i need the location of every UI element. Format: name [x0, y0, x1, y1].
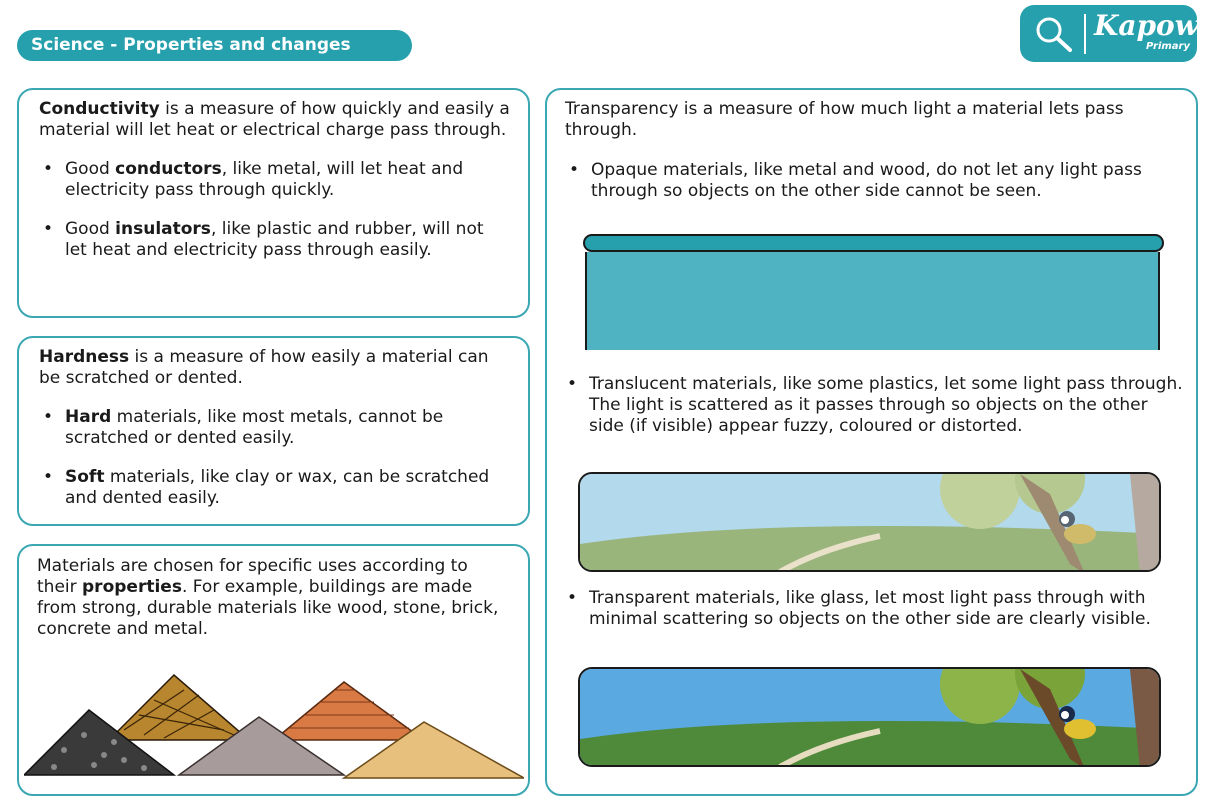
translucent-text: • Translucent materials, like some plastics, let some light pass through. The light is scattered as it passes through so objects on the other side (if visible) appear fuzzy, coloured or distorted.	[563, 374, 1183, 437]
materials-box	[17, 544, 530, 796]
magnifier-icon	[1034, 15, 1074, 53]
materials-text: Materials are chosen for specific uses according to their properties. For example, buildings are made from strong, durable materials like wood, stone, brick, concrete and metal.	[37, 556, 499, 639]
transparent-text: • Transparent materials, like glass, let most light pass through with minimal scattering so objects on the other side are clearly visible.	[563, 588, 1183, 630]
conductivity-box	[17, 88, 530, 318]
soft-bullet: • Soft materials, like clay or wax, can be scratched and dented easily.	[39, 467, 510, 509]
insulators-bullet: • Good insulators, like plastic and rubber, will not let heat and electricity pass through easily.	[39, 219, 510, 261]
logo-sub: Primary	[1146, 41, 1190, 52]
conductivity-intro: Conductivity is a measure of how quickly and easily a material will let heat or electrical charge pass through.	[39, 99, 510, 140]
opaque-bullet: • Opaque materials, like metal and wood, do not let any light pass through so objects on the other side cannot be seen.	[565, 160, 1182, 202]
material-piles-illustration	[24, 670, 524, 785]
transparent-scene-image	[578, 667, 1161, 767]
hardness-box	[17, 336, 530, 526]
kapow-logo	[1020, 5, 1197, 62]
transparency-intro: Transparency is a measure of how much light a material lets pass through.	[565, 99, 1124, 140]
logo-brand: Kapow	[1094, 9, 1199, 42]
hardness-intro: Hardness is a measure of how easily a material can be scratched or dented.	[39, 347, 489, 388]
conductors-bullet: • Good conductors, like metal, will let heat and electricity pass through quickly.	[39, 159, 510, 201]
hard-bullet: • Hard materials, like most metals, cannot be scratched or dented easily.	[39, 407, 510, 449]
logo-divider	[1084, 14, 1086, 54]
translucent-scene-image	[578, 472, 1161, 572]
opaque-panel	[583, 234, 1164, 350]
page-title: Science - Properties and changes	[17, 30, 412, 61]
